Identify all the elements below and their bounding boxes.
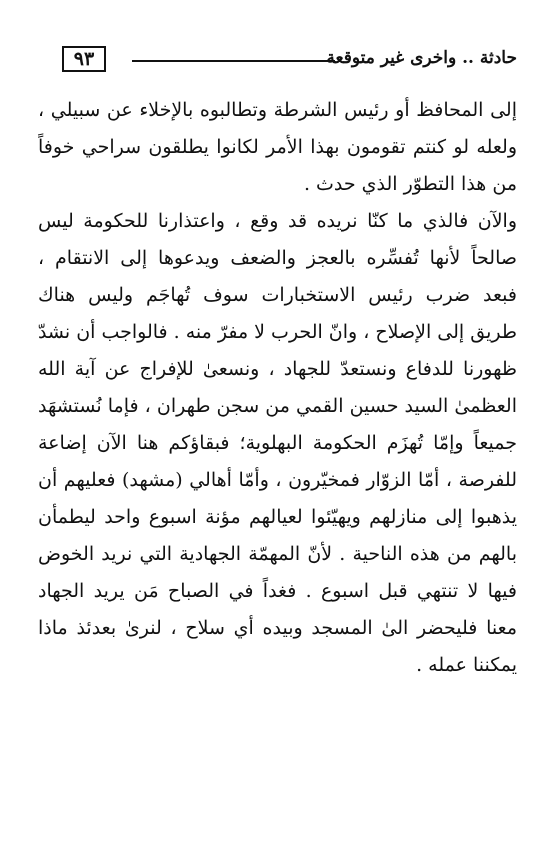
text-line: إلى المحافظ أو رئيس الشرطة وتطالبوه بالإخلاء عن سبيلي ،	[38, 99, 517, 121]
text-line: فبعد ضرب رئيس الاستخبارات سوف تُهاجَم وليس هناك	[38, 284, 517, 306]
page-number-box: ٩٣	[62, 46, 106, 72]
text-line: بالهم من هذه الناحية . لأنّ المهمّة الجهادية التي نريد الخوض	[38, 543, 517, 565]
text-line: فيها لا تنتهي قبل اسبوع . فغداً في الصباح مَن يريد الجهاد	[38, 580, 517, 602]
text-line: يمكننا عمله .	[416, 654, 517, 676]
header-rule	[132, 60, 335, 62]
text-line: ولعله لو كنتم تقومون بهذا الأمر لكانوا يطلقون سراحي خوفاً	[38, 136, 517, 158]
body-text	[38, 92, 517, 684]
text-line: من هذا التطوّر الذي حدث .	[303, 173, 517, 195]
running-title: حادثة .. واخرى غير متوقعة	[326, 48, 517, 68]
text-line: طريق إلى الإصلاح ، وانّ الحرب لا مفرّ منه . فالواجب أن نشدّ	[38, 321, 517, 343]
text-line: معنا فليحضر الىٰ المسجد وبيده أي سلاح ، لنرىٰ بعدئذ ماذا	[38, 617, 517, 639]
text-line: والآن فالذي ما كنّا نريده قد وقع ، واعتذارنا للحكومة ليس	[38, 210, 517, 232]
text-line: العظمىٰ السيد حسين القمي من سجن طهران ، فإما نُستشهَد	[38, 395, 517, 417]
page-header	[62, 46, 517, 80]
text-line: للفرصة ، أمّا الزوّار فمخيّرون ، وأمّا أهالي (مشهد) فعليهم أن	[38, 469, 517, 491]
text-line: يذهبوا إلى منازلهم ويهيّئوا لعيالهم مؤنة اسبوع واحد ليطمأن	[38, 506, 517, 528]
text-line: جميعاً وإمّا تُهزَم الحكومة البهلوية؛ فبقاؤكم هنا الآن إضاعة	[38, 432, 517, 454]
text-line: صالحاً لأنها تُفسِّره بالعجز والضعف ويدعوها إلى الانتقام ،	[38, 247, 517, 269]
text-line: ظهورنا للدفاع ونستعدّ للجهاد ، ونسعىٰ للإفراج عن آية الله	[38, 358, 517, 380]
